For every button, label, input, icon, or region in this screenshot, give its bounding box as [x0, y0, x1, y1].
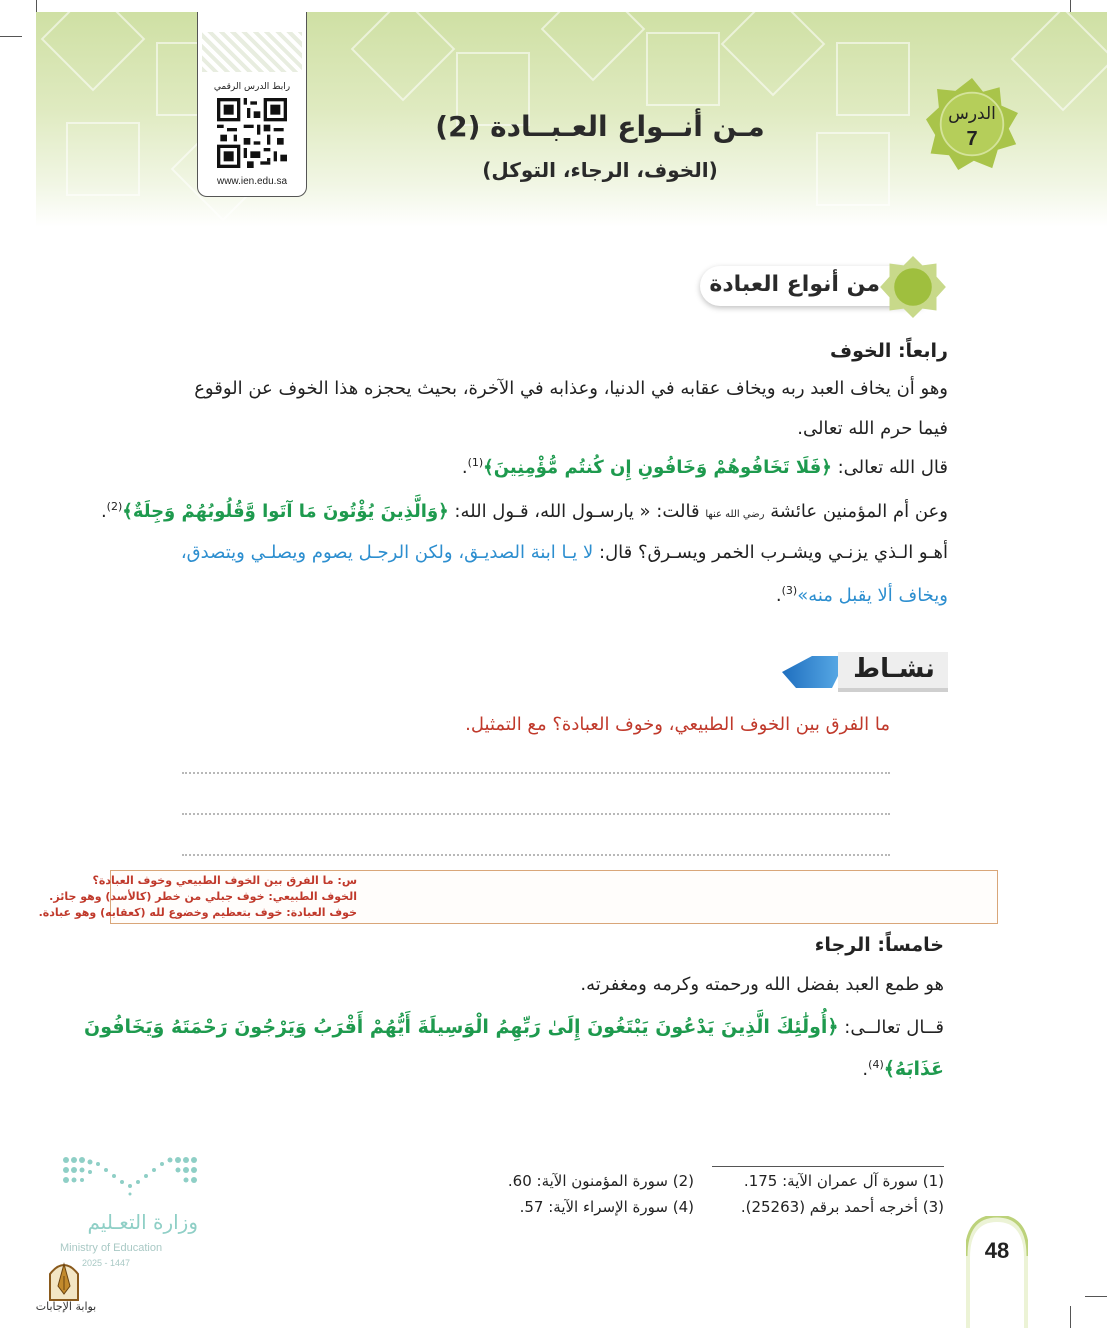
section-title: من أنواع العبادة	[709, 272, 880, 297]
footnote-4: (4) سورة الإسراء الآية: 57.	[519, 1198, 694, 1216]
hope-verse-end: عَذَابَهُ﴾	[883, 1058, 944, 1080]
qr-label: رابط الدرس الرقمي	[213, 82, 291, 92]
footnote-3: (3) أخرجه أحمد برقم (25263).	[740, 1198, 944, 1216]
answer-line3: خوف العبادة: خوف بتعظيم وخضوع لله (كعقابه) وهو عبادة.	[38, 906, 357, 919]
hadith-line3: ويخاف ألا يقبل منه»$^{(3)}$.	[775, 584, 948, 606]
hadith-line2	[150, 542, 948, 563]
hope-verse-line2: عَذَابَهُ﴾$^{(4)}$.	[862, 1058, 944, 1080]
answer-line[interactable]	[182, 772, 890, 774]
footnote-ref: (1)	[467, 456, 484, 469]
ministry-year: 2025 - 1447	[82, 1258, 131, 1268]
section-star-icon	[880, 256, 946, 318]
crop-mark	[1070, 1306, 1071, 1328]
watermark-pen-icon	[44, 1256, 84, 1302]
qr-card[interactable]	[197, 12, 307, 197]
qr-card-pattern	[202, 32, 302, 72]
hope-heading: خامساً: الرجاء	[814, 934, 944, 956]
page-subtitle: (الخوف، الرجاء، التوكل)	[482, 158, 718, 182]
hadith-said: قالت: « يارسـول الله، قـول الله:	[448, 501, 706, 522]
lesson-number: 7	[966, 128, 978, 150]
fear-definition-line1: وهو أن يخاف العبد ربه ويخاف عقابه في الدنيا، وعذابه في الآخرة، بحيث يحجزه هذا الخوف عن الوقوع	[194, 378, 948, 399]
fear-verse-paragraph: قال الله تعالى: ﴿فَلَا تَخَافُوهُمْ وَخَافُونِ إِن كُنتُم مُّؤْمِنِينَ﴾$^{(1)}$.	[461, 456, 948, 478]
ministry-logo-icon	[62, 1156, 198, 1196]
answer-line[interactable]	[182, 813, 890, 815]
answer-line1: س: ما الفرق بين الخوف الطبيعي وخوف العبادة؟	[92, 874, 357, 887]
footnote-divider	[712, 1166, 944, 1167]
page-title: مـن أنــواع العـبــادة (2)	[435, 110, 765, 143]
crop-mark	[0, 36, 22, 37]
footnote-ref: (2)	[106, 500, 123, 513]
hadith-answer-line1: لا يـا ابنة الصديـق، ولكن الرجـل يصوم ويصلـي ويتصدق،	[180, 542, 594, 563]
answer-line[interactable]	[182, 854, 890, 856]
crop-mark	[36, 0, 37, 12]
activity-question: ما الفرق بين الخوف الطبيعي، وخوف العبادة؟ مع التمثيل.	[465, 714, 890, 735]
honorific-icon: رضي الله عنها	[705, 509, 765, 520]
qr-code-icon[interactable]	[217, 98, 287, 168]
hadith-intro: وعن أم المؤمنين عائشة	[764, 501, 948, 522]
lesson-badge-star-icon	[926, 78, 1018, 170]
fear-verse-intro: قال الله تعالى:	[831, 457, 948, 478]
answer-box	[38, 870, 998, 924]
page-number: 48	[984, 1238, 1010, 1263]
fear-heading: رابعاً: الخوف	[830, 340, 948, 362]
lesson-word: الدرس	[948, 104, 996, 124]
answer-line2: الخوف الطبيعي: خوف جبلي من خطر (كالأسد) وهو جائز.	[49, 890, 357, 903]
ministry-name-arabic: وزارة التعـليم	[87, 1210, 198, 1234]
crop-mark	[1085, 1296, 1107, 1297]
hadith-verse: ﴿وَالَّذِينَ يُؤْتُونَ مَا آتَوا وَّقُلُوبُهُمْ وَجِلَةٌ﴾	[122, 501, 449, 522]
hope-verse-line1	[83, 1016, 944, 1038]
hadith-question: أهـو الـذي يزنـي ويشـرب الخمر ويسـرق؟ قال:	[593, 542, 948, 563]
footnote-1: (1) سورة آل عمران الآية: 175.	[743, 1172, 944, 1190]
hadith-answer-line2: ويخاف ألا يقبل منه»	[797, 585, 948, 606]
hope-verse-intro: قــال تعالــى:	[838, 1017, 944, 1038]
hadith-paragraph: وعن أم المؤمنين عائشة رضي الله عنها قالت: « يارسـول الله، قـول الله: ﴿وَالَّذِينَ يُؤْتُونَ مَا آتَوا وَّقُلُوبُهُمْ وَجِلَةٌ﴾$^{(2)}$.	[100, 500, 948, 522]
hope-definition: هو طمع العبد بفضل الله ورحمته وكرمه ومغفرته.	[580, 974, 944, 995]
watermark-text[interactable]: بوابة الإجابات	[35, 1300, 97, 1313]
fear-verse-text: ﴿فَلَا تَخَافُوهُمْ وَخَافُونِ إِن كُنتُم مُّؤْمِنِينَ﴾	[483, 457, 832, 478]
hope-verse-text: ﴿أُولَٰئِكَ الَّذِينَ يَدْعُونَ يَبْتَغُونَ إِلَىٰ رَبِّهِمُ الْوَسِيلَةَ أَيُّهُمْ أَقْرَبُ وَيَرْجُونَ رَحْمَتَهُ وَيَخَافُونَ	[83, 1016, 839, 1038]
ministry-name-english: Ministry of Education	[60, 1242, 163, 1254]
footnote-ref: (3)	[781, 584, 798, 597]
footnote-2: (2) سورة المؤمنون الآية: 60.	[507, 1172, 694, 1190]
footnote-ref: (4)	[868, 1058, 884, 1071]
activity-title: نشـاط	[853, 654, 935, 684]
page-number-tab	[966, 1216, 1028, 1328]
fear-definition-line2: فيما حرم الله تعالى.	[797, 418, 948, 439]
qr-url[interactable]: www.ien.edu.sa	[216, 176, 288, 187]
